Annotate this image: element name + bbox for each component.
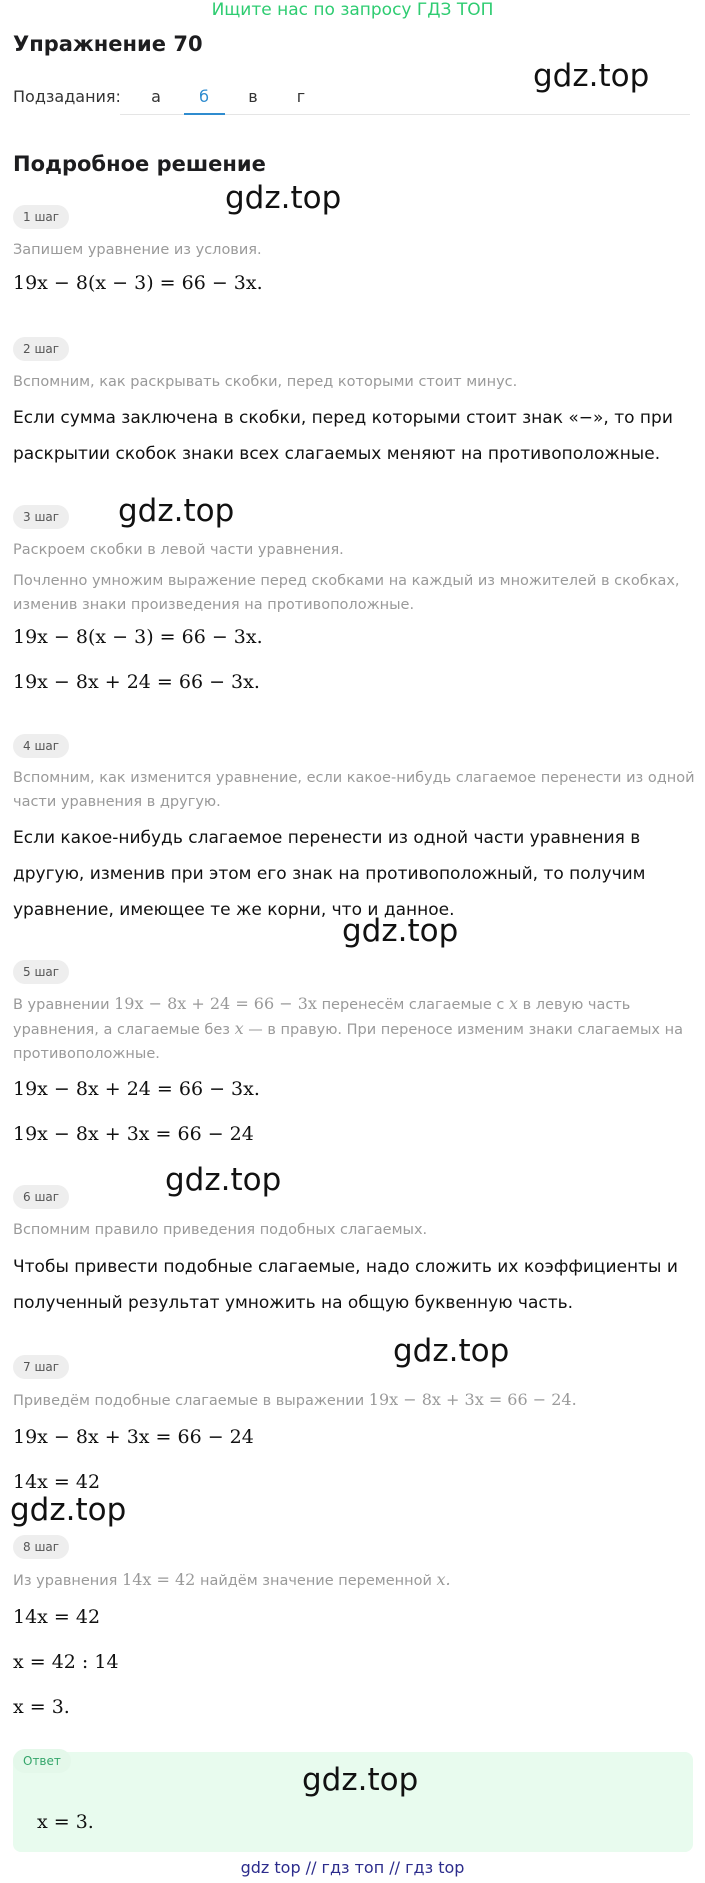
step-label: 5 шаг — [13, 960, 69, 984]
equation: 14x = 42 — [13, 1471, 101, 1493]
step-label: 3 шаг — [13, 505, 69, 529]
step-hint-detail: Почленно умножим выражение перед скобками на каждый из множителей в скобках, изменив знаки произведения на противоположные. — [13, 573, 680, 613]
equation: 19x − 8x + 24 = 66 − 3x. — [13, 1078, 260, 1100]
footer-links[interactable]: gdz top // гдз топ // гдз top — [240, 1858, 465, 1877]
tab-g[interactable]: г — [296, 87, 306, 106]
subtasks-label: Подзадания: — [13, 87, 121, 106]
equation: x = 3. — [13, 1696, 70, 1718]
tab-a[interactable]: а — [151, 87, 161, 106]
watermark: gdz.top — [393, 1333, 510, 1369]
step-hint: В уравнении 19x − 8x + 24 = 66 − 3x перенесём слагаемые с x в левую часть уравнения, а слагаемые без x — в правую. При переносе изменим знаки слагаемых на противоположные. — [13, 994, 683, 1062]
rule-text: Если какое-нибудь слагаемое перенести из одной части уравнения в другую, изменив при этом его знак на противоположный, то получим уравнение, имеющее те же корни, что и данное. — [13, 828, 646, 920]
step-label: 2 шаг — [13, 337, 69, 361]
watermark: gdz.top — [118, 493, 235, 529]
search-banner: Ищите нас по запросу ГДЗ ТОП — [211, 0, 494, 20]
equation: 19x − 8x + 3x = 66 − 24 — [13, 1426, 254, 1448]
watermark: gdz.top — [342, 913, 459, 949]
tab-b[interactable]: б — [199, 87, 209, 106]
equation: 19x − 8(x − 3) = 66 − 3x. — [13, 626, 263, 648]
step-hint: Запишем уравнение из условия. — [13, 242, 262, 258]
section-title: Подробное решение — [13, 152, 266, 176]
answer-value: x = 3. — [37, 1811, 94, 1833]
exercise-title: Упражнение 70 — [13, 32, 203, 56]
equation: 19x − 8(x − 3) = 66 − 3x. — [13, 272, 263, 294]
step-hint: Раскроем скобки в левой части уравнения. — [13, 542, 344, 558]
watermark: gdz.top — [10, 1492, 127, 1528]
step-label: 7 шаг — [13, 1355, 69, 1379]
equation: 19x − 8x + 3x = 66 − 24 — [13, 1123, 254, 1145]
watermark: gdz.top — [533, 58, 650, 94]
rule-text: Если сумма заключена в скобки, перед которыми стоит знак «−», то при раскрытии скобок знаки всех слагаемых меняют на противоположные. — [13, 408, 673, 464]
step-label: 6 шаг — [13, 1185, 69, 1209]
equation: x = 42 : 14 — [13, 1651, 119, 1673]
inline-equation: 19x − 8x + 24 = 66 − 3x — [114, 994, 317, 1013]
tab-v[interactable]: в — [248, 87, 258, 106]
inline-variable: x — [508, 994, 519, 1013]
step-hint: Вспомним, как изменится уравнение, если какое-нибудь слагаемое перенести из одной части уравнения в другую. — [13, 770, 695, 810]
rule-text: Чтобы привести подобные слагаемые, надо сложить их коэффициенты и полученный результат умножить на общую буквенную часть. — [13, 1257, 678, 1313]
active-tab-indicator — [184, 113, 225, 115]
watermark: gdz.top — [302, 1762, 419, 1798]
inline-variable: x — [234, 1019, 244, 1038]
inline-equation: 19x − 8x + 3x = 66 − 24. — [368, 1390, 577, 1409]
inline-variable: x. — [436, 1570, 451, 1589]
equation: 19x − 8x + 24 = 66 − 3x. — [13, 671, 260, 693]
step-hint: Приведём подобные слагаемые в выражении 19x − 8x + 3x = 66 − 24. — [13, 1390, 577, 1409]
watermark: gdz.top — [165, 1162, 282, 1198]
step-hint: Из уравнения 14x = 42 найдём значение переменной x. — [13, 1570, 451, 1589]
step-label: 4 шаг — [13, 734, 69, 758]
inline-equation: 14x = 42 — [122, 1570, 196, 1589]
answer-label: Ответ — [13, 1749, 71, 1773]
step-label: 8 шаг — [13, 1535, 69, 1559]
equation: 14x = 42 — [13, 1606, 101, 1628]
step-hint: Вспомним правило приведения подобных слагаемых. — [13, 1222, 428, 1238]
step-hint: Вспомним, как раскрывать скобки, перед которыми стоит минус. — [13, 374, 518, 390]
step-label: 1 шаг — [13, 205, 69, 229]
watermark: gdz.top — [225, 180, 342, 216]
